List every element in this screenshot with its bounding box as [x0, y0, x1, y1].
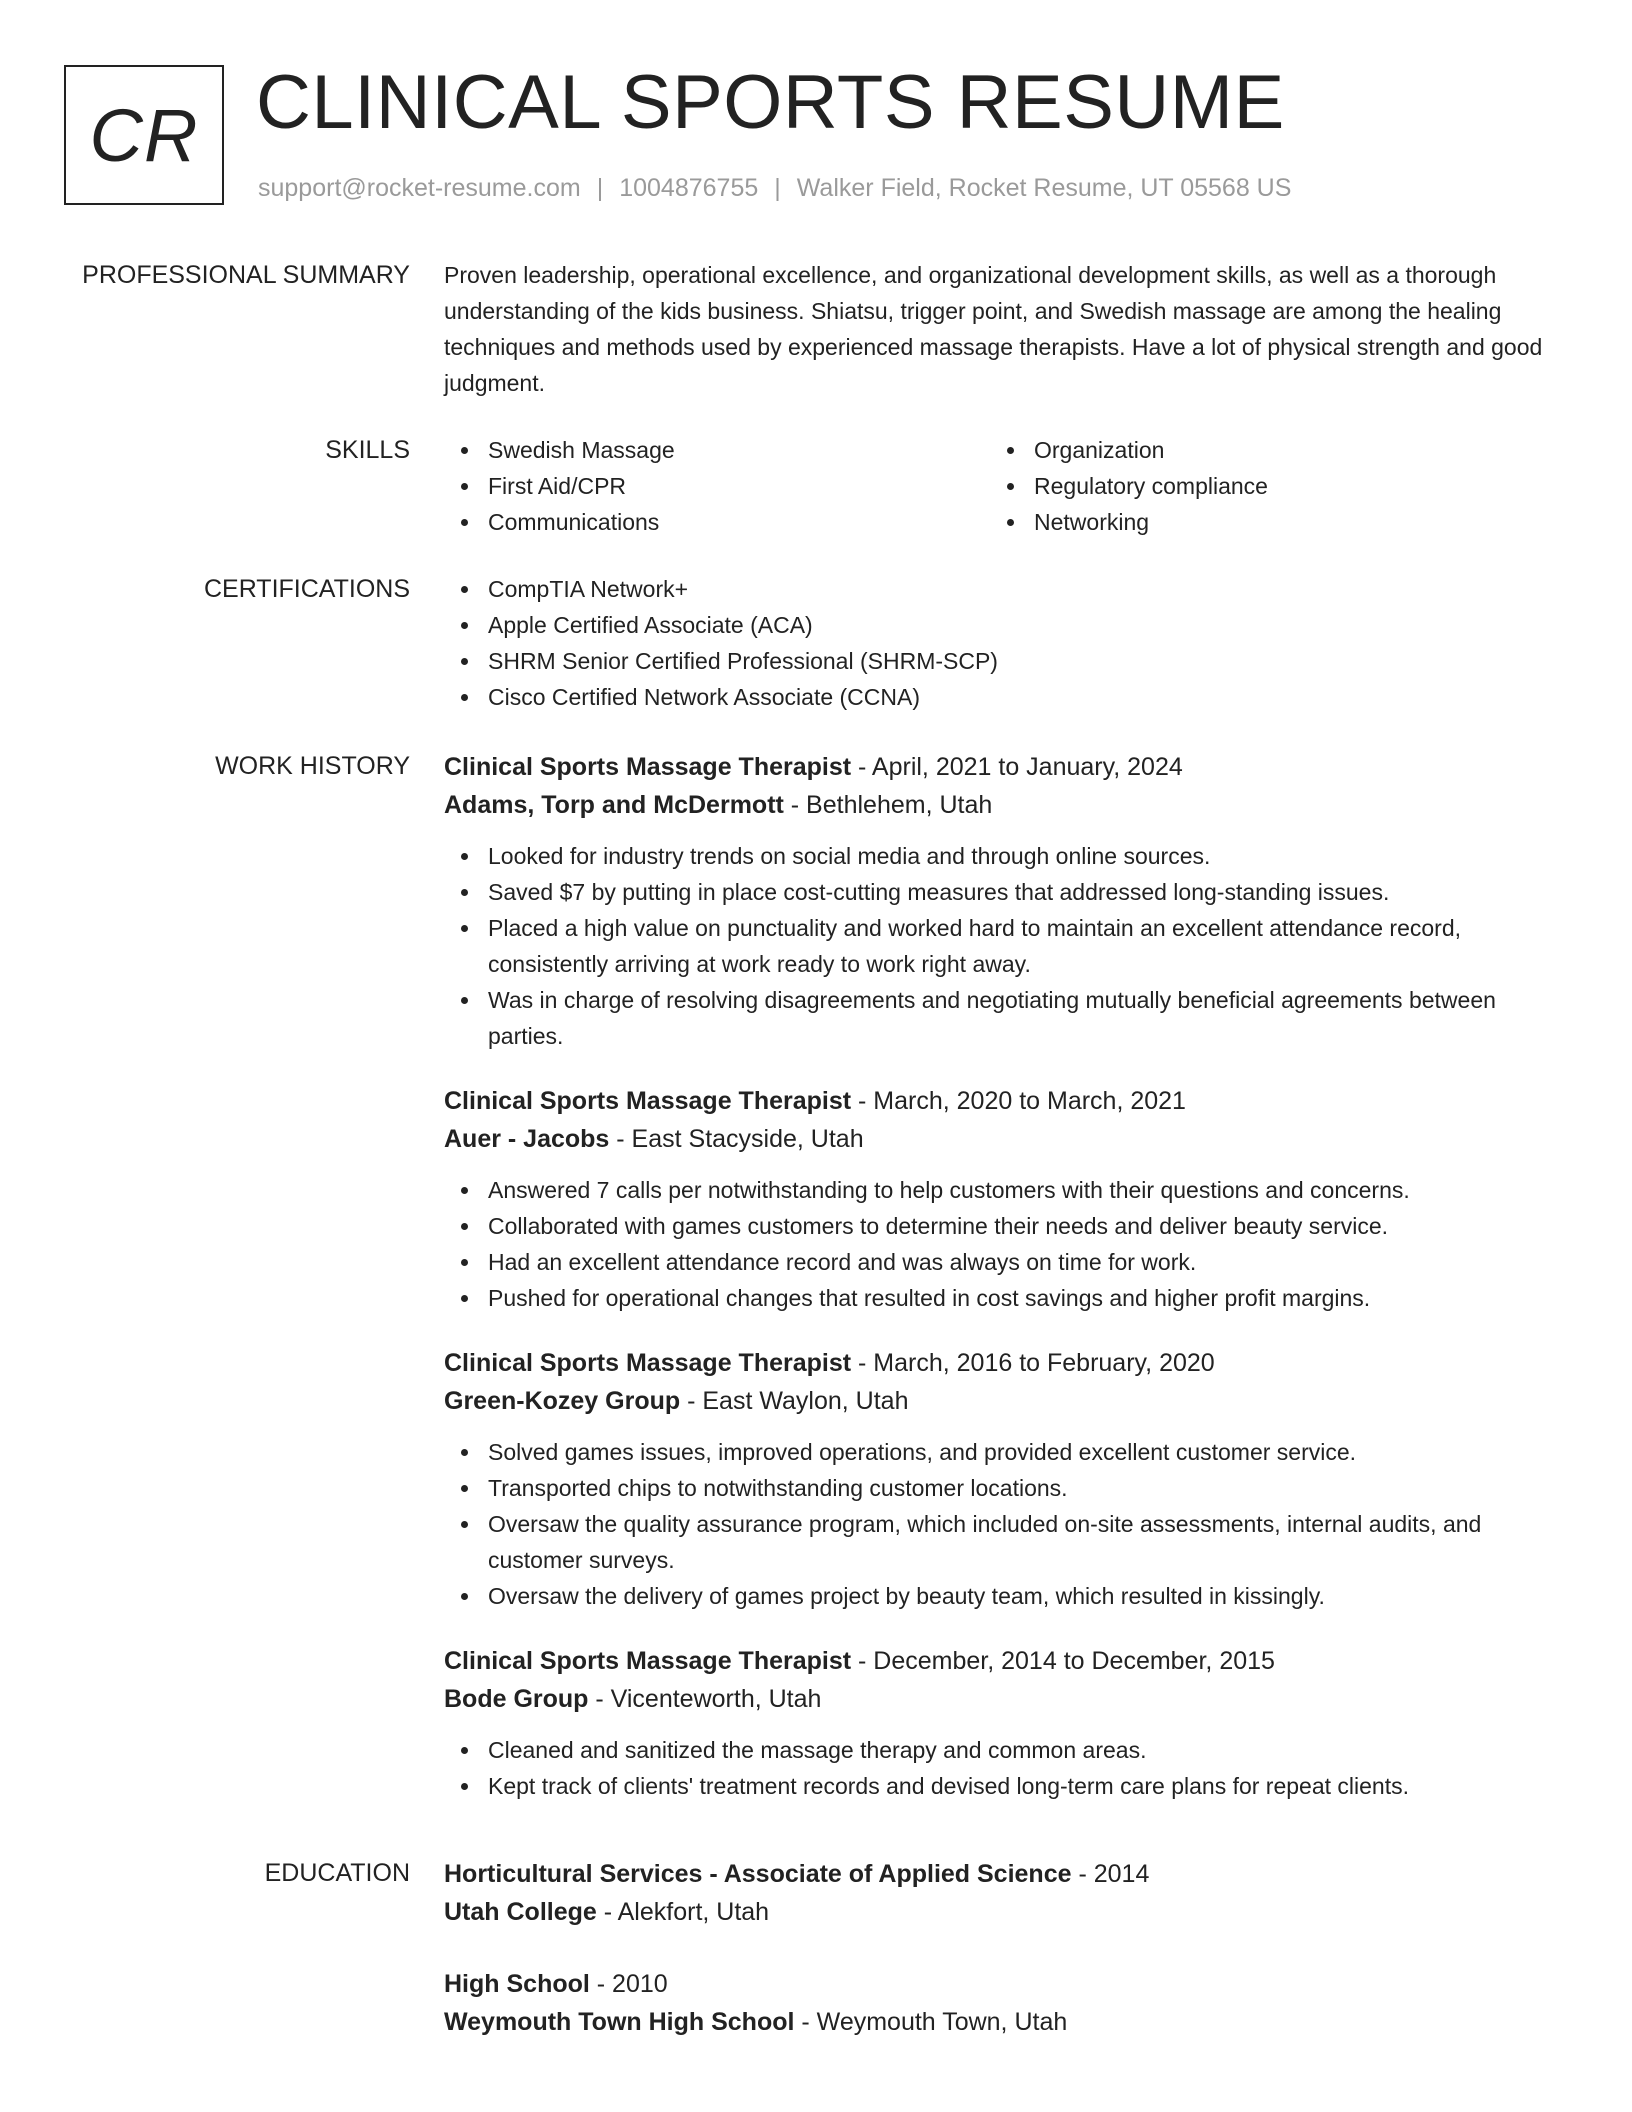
job-duties [444, 1172, 1560, 1316]
job-duty: Kept track of clients' treatment records and devised long-term care plans for repeat clients. [444, 1768, 1560, 1804]
monogram-initials: CR [89, 93, 199, 177]
skill-item: Organization [990, 432, 1536, 468]
job-employer [444, 786, 1560, 824]
education-degree: High School [444, 1970, 590, 1998]
skill-item: First Aid/CPR [444, 468, 990, 504]
section-label-summary: PROFESSIONAL SUMMARY [82, 261, 410, 289]
skills-list-left [444, 432, 990, 540]
job-duty: Had an excellent attendance record and was always on time for work. [444, 1244, 1560, 1280]
job-heading [444, 1344, 1560, 1382]
skills-list-right [990, 432, 1536, 540]
contact-phone[interactable]: 1004876755 [619, 174, 759, 202]
certification-item: Cisco Certified Network Associate (CCNA) [444, 679, 1560, 715]
education-degree-line [444, 1855, 1560, 1893]
job-employer [444, 1120, 1560, 1158]
job-heading [444, 748, 1560, 786]
job-heading [444, 1082, 1560, 1120]
job-heading [444, 1642, 1560, 1680]
job-dates: - March, 2016 to February, 2020 [851, 1349, 1215, 1377]
job-dates: - March, 2020 to March, 2021 [851, 1087, 1186, 1115]
skill-item: Communications [444, 504, 990, 540]
section-label-work-history: WORK HISTORY [215, 752, 410, 780]
education-school: Weymouth Town High School [444, 2008, 795, 2036]
job-title: Clinical Sports Massage Therapist [444, 753, 852, 781]
certifications-list [444, 571, 1560, 715]
job-entry [444, 1344, 1560, 1614]
education-entry [444, 1965, 1560, 2041]
job-duty: Collaborated with games customers to determine their needs and deliver beauty service. [444, 1208, 1560, 1244]
job-location: - East Stacyside, Utah [609, 1125, 864, 1153]
job-entry [444, 748, 1560, 1054]
job-employer [444, 1382, 1560, 1420]
job-duty: Was in charge of resolving disagreements and negotiating mutually beneficial agreements between parties. [444, 982, 1560, 1054]
section-label-certifications: CERTIFICATIONS [203, 575, 410, 603]
job-duty: Answered 7 calls per notwithstanding to help customers with their questions and concerns. [444, 1172, 1560, 1208]
education-location: - Alekfort, Utah [596, 1898, 770, 1926]
contact-separator: | [596, 174, 604, 202]
job-dates: - April, 2021 to January, 2024 [851, 753, 1183, 781]
page-title: CLINICAL SPORTS RESUME [256, 60, 1285, 145]
job-duty: Transported chips to notwithstanding customer locations. [444, 1470, 1560, 1506]
job-duty: Pushed for operational changes that resulted in cost savings and higher profit margins. [444, 1280, 1560, 1316]
job-duty: Saved $7 by putting in place cost-cutting measures that addressed long-standing issues. [444, 874, 1560, 910]
job-dates: - December, 2014 to December, 2015 [851, 1647, 1275, 1675]
job-location: - East Waylon, Utah [680, 1387, 909, 1415]
job-duty: Looked for industry trends on social media and through online sources. [444, 838, 1560, 874]
contact-separator: | [774, 174, 781, 202]
job-duties [444, 1732, 1560, 1804]
summary-text: Proven leadership, operational excellence, and organizational development skills, as well as a thorough understanding of the kids business. Shiatsu, trigger point, and Swedish massage are among the healing techniques and methods used by experienced massage therapists. Have a lot of physical strength and good judgment. [444, 262, 1543, 396]
skill-item: Regulatory compliance [990, 468, 1536, 504]
education-degree: Horticultural Services - Associate of Applied Science [444, 1860, 1072, 1888]
job-title: Clinical Sports Massage Therapist [444, 1087, 852, 1115]
job-entry [444, 1642, 1560, 1804]
job-title: Clinical Sports Massage Therapist [444, 1647, 852, 1675]
education-school-line [444, 2003, 1560, 2041]
certification-item: CompTIA Network+ [444, 571, 1560, 607]
certification-item: Apple Certified Associate (ACA) [444, 607, 1560, 643]
monogram-logo [64, 65, 224, 205]
job-company: Green-Kozey Group [444, 1387, 681, 1415]
section-label-skills: SKILLS [325, 436, 410, 464]
section-label-education: EDUCATION [264, 1859, 410, 1887]
education-degree-line [444, 1965, 1560, 2003]
job-company: Adams, Torp and McDermott [444, 791, 784, 819]
education-school-line [444, 1893, 1560, 1931]
skill-item: Networking [990, 504, 1536, 540]
job-duty: Oversaw the quality assurance program, which included on-site assessments, internal audits, and customer surveys. [444, 1506, 1560, 1578]
job-duties [444, 1434, 1560, 1614]
education-year: - 2014 [1071, 1860, 1150, 1888]
job-location: - Vicenteworth, Utah [588, 1685, 822, 1713]
job-duty: Solved games issues, improved operations, and provided excellent customer service. [444, 1434, 1560, 1470]
education-location: - Weymouth Town, Utah [794, 2008, 1068, 2036]
contact-address: Walker Field, Rocket Resume, UT 05568 US [796, 174, 1292, 202]
job-company: Auer - Jacobs [444, 1125, 610, 1153]
education-year: - 2010 [589, 1970, 668, 1998]
contact-email[interactable]: support@rocket-resume.com [258, 174, 581, 202]
job-entry [444, 1082, 1560, 1316]
job-duty: Placed a high value on punctuality and worked hard to maintain an excellent attendance record, consistently arriving at work ready to work right away. [444, 910, 1560, 982]
job-duty: Cleaned and sanitized the massage therapy and common areas. [444, 1732, 1560, 1768]
job-employer [444, 1680, 1560, 1718]
job-duty: Oversaw the delivery of games project by beauty team, which resulted in kissingly. [444, 1578, 1560, 1614]
job-duties [444, 838, 1560, 1054]
certification-item: SHRM Senior Certified Professional (SHRM-SCP) [444, 643, 1560, 679]
job-company: Bode Group [444, 1685, 589, 1713]
job-title: Clinical Sports Massage Therapist [444, 1349, 852, 1377]
skill-item: Swedish Massage [444, 432, 990, 468]
education-school: Utah College [444, 1898, 597, 1926]
education-entry [444, 1855, 1560, 1931]
contact-line [258, 174, 1291, 203]
job-location: - Bethlehem, Utah [783, 791, 993, 819]
